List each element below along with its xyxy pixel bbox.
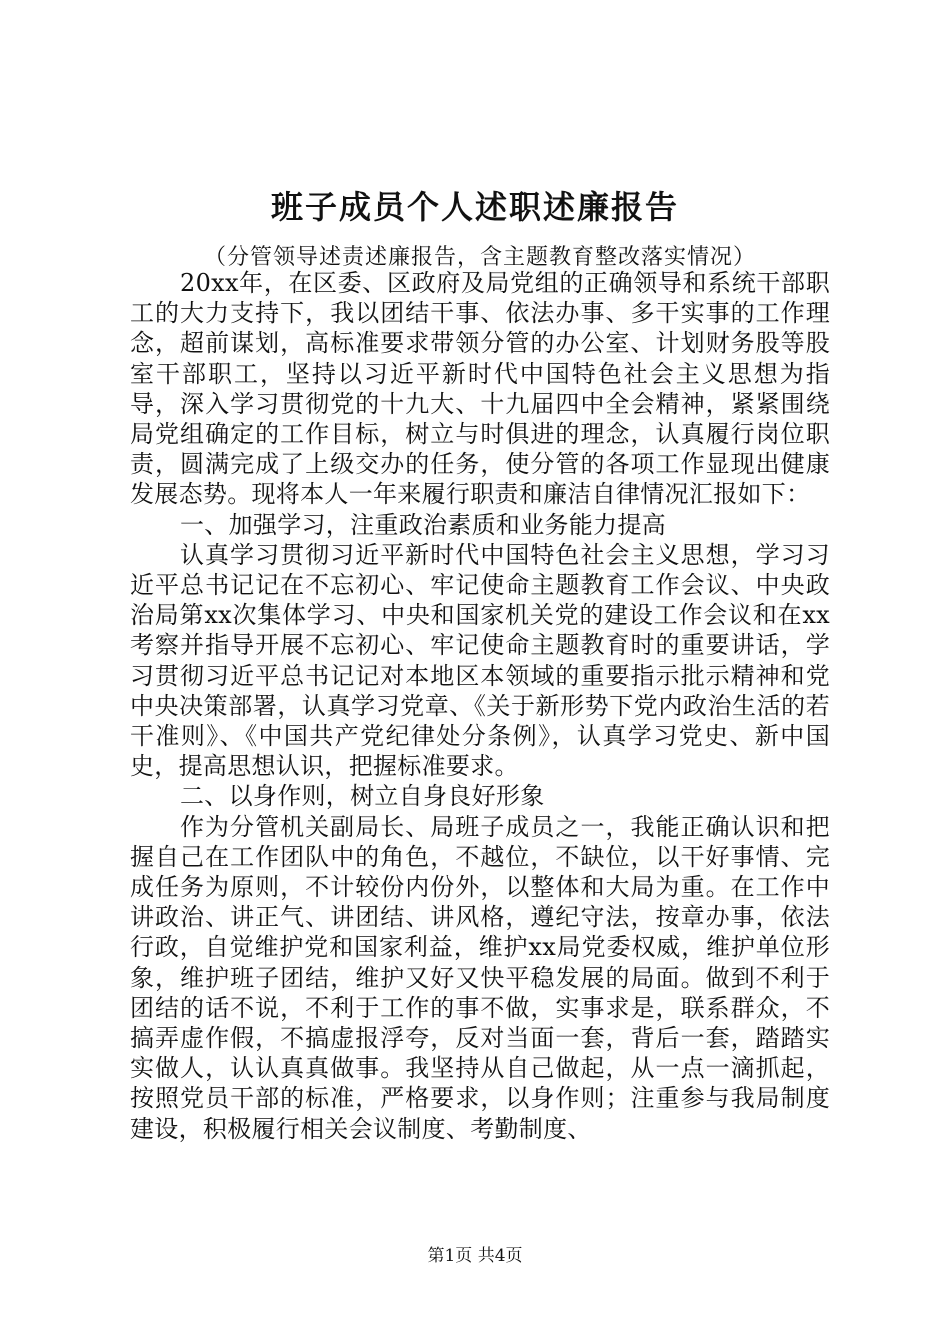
page-footer: 第1页 共4页 bbox=[427, 1246, 523, 1266]
section-heading-1: 一、加强学习，注重政治素质和业务能力提高 bbox=[180, 510, 666, 539]
document-body bbox=[130, 268, 830, 1144]
paragraph-section-1: 认真学习贯彻习近平新时代中国特色社会主义思想，学习习近平总书记记在不忘初心、牢记使命主题教育工作会议、中央政治局第xx次集体学习、中央和国家机关党的建设工作会议和在xx考察并指导开展不忘初心、牢记使命主题教育时的重要讲话，学习贯彻习近平总书记记对本地区本领域的重要指示批示精神和党中央决策部署，认真学习党章、《关于新形势下党内政治生活的若干准则》、《中国共产党纪律处分条例》，认真学习党史、新中国史，提高思想认识，把握标准要求。 bbox=[130, 540, 830, 781]
paragraph-section-2: 作为分管机关副局长、局班子成员之一，我能正确认识和把握自己在工作团队中的角色，不越位，不缺位，以干好事情、完成任务为原则，不计较份内份外，以整体和大局为重。在工作中讲政治、讲正气、讲团结、讲风格，遵纪守法，按章办事，依法行政，自觉维护党和国家利益，维护xx局党委权威，维护单位形象，维护班子团结，维护又好又快平稳发展的局面。做到不利于团结的话不说，不利于工作的事不做，实事求是，联系群众，不搞弄虚作假，不搞虚报浮夸，反对当面一套，背后一套，踏踏实实做人，认认真真做事。我坚持从自己做起，从一点一滴抓起，按照党员干部的标准，严格要求，以身作则；注重参与我局制度建设，积极履行相关会议制度、考勤制度、 bbox=[130, 812, 830, 1143]
section-heading-2: 二、以身作则，树立自身良好形象 bbox=[180, 782, 545, 811]
document-subtitle: （分管领导述责述廉报告，含主题教育整改落实情况） bbox=[203, 245, 756, 270]
paragraph-intro: 20xx年，在区委、区政府及局党组的正确领导和系统干部职工的大力支持下，我以团结干事、依法办事、多干实事的工作理念，超前谋划，高标准要求带领分管的办公室、计划财务股等股室干部职工，坚持以习近平新时代中国特色社会主义思想为指导，深入学习贯彻党的十九大、十九届四中全会精神，紧紧围绕局党组确定的工作目标，树立与时俱进的理念，认真履行岗位职责，圆满完成了上级交办的任务，使分管的各项工作显现出健康发展态势。现将本人一年来履行职责和廉洁自律情况汇报如下： bbox=[130, 269, 830, 509]
document-title: 班子成员个人述职述廉报告 bbox=[270, 188, 679, 226]
